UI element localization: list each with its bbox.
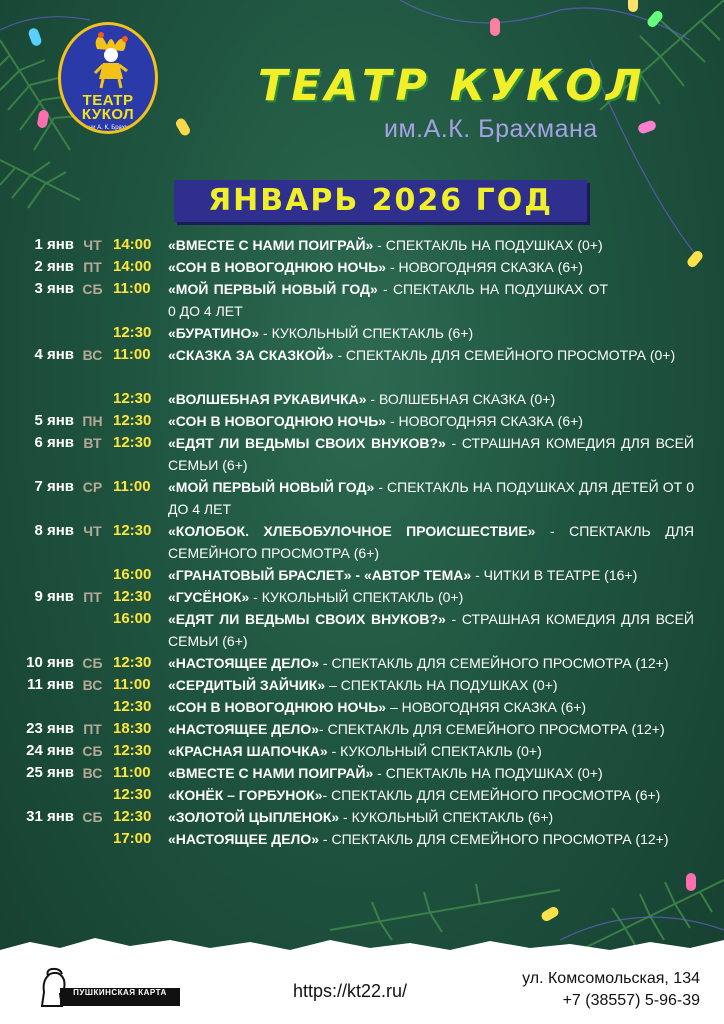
- event-details: - СПЕКТАКЛЬ ДЛЯ СЕМЕЙНОГО ПРОСМОТРА (6+): [168, 523, 694, 561]
- event-description: [168, 828, 694, 850]
- event-details: - СПЕКТАКЛЬ НА ПОДУШКАХ (0+): [373, 765, 603, 781]
- event-details: - НОВОГОДНЯЯ СКАЗКА (6+): [386, 259, 583, 275]
- event-description: [168, 564, 694, 586]
- event-details: - КУКОЛЬНЫЙ СПЕКТАКЛЬ (0+): [327, 743, 542, 759]
- event-details: - СПЕКТАКЛЬ ДЛЯ СЕМЕЙНОГО ПРОСМОТРА (12+): [319, 655, 669, 671]
- website-link[interactable]: https://kt22.ru/: [293, 981, 408, 1001]
- event-time: 14:00: [113, 258, 152, 275]
- event-description: [168, 344, 694, 366]
- logo-line-1: ТЕАТР: [82, 92, 134, 109]
- event-date: 11 янв: [26, 676, 74, 693]
- event-description: [168, 762, 694, 784]
- event-weekday: СР: [82, 479, 103, 495]
- event-date: 31 янв: [26, 808, 74, 825]
- event-title: «КОЛОБОК. ХЛЕБОБУЛОЧНОЕ ПРОИСШЕСТВИЕ»: [168, 523, 536, 539]
- event-details: – СПЕКТАКЛЬ НА ПОДУШКАХ (0+): [325, 677, 558, 693]
- event-details: - КУКОЛЬНЫЙ СПЕКТАКЛЬ (0+): [249, 589, 464, 605]
- event-description: [168, 608, 694, 652]
- event-time: 14:00: [113, 236, 152, 253]
- schedule-row: [0, 652, 724, 674]
- schedule-row: [0, 322, 724, 344]
- event-weekday: ВС: [82, 765, 103, 781]
- event-title: «НАСТОЯЩЕЕ ДЕЛО»: [168, 721, 320, 737]
- event-time: 12:30: [113, 742, 152, 759]
- schedule-row: [0, 520, 724, 564]
- event-details: - КУКОЛЬНЫЙ СПЕКТАКЛЬ (6+): [339, 809, 554, 825]
- event-details: - СПЕКТАКЛЬ НА ПОДУШКАХ (0+): [373, 237, 603, 253]
- schedule-row: [0, 828, 724, 850]
- event-description: [168, 718, 694, 740]
- logo-line-2: КУКОЛ: [81, 106, 135, 123]
- event-title: «КРАСНАЯ ШАПОЧКА»: [168, 743, 328, 759]
- event-date: 5 янв: [34, 412, 74, 429]
- event-date: 3 янв: [34, 280, 74, 297]
- event-date: 1 янв: [34, 236, 74, 253]
- schedule-row: [0, 806, 724, 828]
- schedule-list: [0, 234, 724, 850]
- event-weekday: ПТ: [83, 721, 102, 737]
- event-weekday: ВС: [82, 677, 103, 693]
- schedule-row: [0, 234, 724, 256]
- event-title: «ЕДЯТ ЛИ ВЕДЬМЫ СВОИХ ВНУКОВ?»: [168, 611, 446, 627]
- schedule-row: [0, 344, 724, 388]
- event-details: - СПЕКТАКЛЬ НА ПОДУШКАХ ДЛЯ ДЕТЕЙ ОТ 0 ДО 4 ЛЕТ: [168, 479, 694, 517]
- event-details: - СПЕКТАКЛЬ ДЛЯ СЕМЕЙНОГО ПРОСМОТРА (0+): [333, 347, 676, 363]
- event-date: 24 янв: [26, 742, 74, 759]
- schedule-row: [0, 740, 724, 762]
- jester-icon: [91, 31, 131, 89]
- event-title: «ЕДЯТ ЛИ ВЕДЬМЫ СВОИХ ВНУКОВ?»: [168, 435, 446, 451]
- event-date: 4 янв: [34, 346, 74, 363]
- event-weekday: ПТ: [83, 259, 102, 275]
- schedule-row: [0, 674, 724, 696]
- event-time: 11:00: [113, 478, 151, 495]
- schedule-row: [0, 432, 724, 476]
- event-date: 7 янв: [34, 478, 74, 495]
- event-title: «СОН В НОВОГОДНЮЮ НОЧЬ»: [168, 699, 387, 715]
- event-weekday: СБ: [82, 809, 103, 825]
- event-description: [168, 388, 694, 410]
- event-description: [168, 784, 694, 806]
- schedule-row: [0, 586, 724, 608]
- event-description: [168, 696, 694, 718]
- event-date: 8 янв: [34, 522, 74, 539]
- event-time: 12:30: [113, 412, 152, 429]
- event-description: [168, 278, 608, 322]
- schedule-row: [0, 718, 724, 740]
- event-time: 11:00: [113, 280, 151, 297]
- event-time: 12:30: [113, 324, 152, 341]
- event-details: - СПЕКТАКЛЬ ДЛЯ СЕМЕЙНОГО ПРОСМОТРА (6+): [322, 787, 661, 803]
- event-title: «ЗОЛОТОЙ ЦЫПЛЕНОК»: [168, 809, 340, 825]
- event-weekday: ВС: [82, 347, 103, 363]
- event-title: «ВОЛШЕБНАЯ РУКАВИЧКА»: [168, 391, 367, 407]
- contact-block: [480, 968, 700, 1012]
- event-description: [168, 740, 694, 762]
- event-description: [168, 256, 694, 278]
- event-time: 11:00: [113, 676, 151, 693]
- event-weekday: СБ: [82, 655, 103, 671]
- event-weekday: ЧТ: [83, 237, 102, 253]
- event-details: - СТРАШНАЯ КОМЕДИЯ ДЛЯ ВСЕЙ СЕМЬИ (6+): [168, 611, 694, 649]
- phone-text: +7 (38557) 5-96-39: [562, 992, 700, 1009]
- event-title: «НАСТОЯЩЕЕ ДЕЛО»: [168, 655, 320, 671]
- event-time: 16:00: [113, 610, 152, 627]
- event-title: «ВМЕСТЕ С НАМИ ПОИГРАЙ»: [168, 237, 374, 253]
- schedule-row: [0, 278, 724, 322]
- event-description: [168, 234, 694, 256]
- event-description: [168, 586, 694, 608]
- event-date: 25 янв: [26, 764, 74, 781]
- schedule-row: [0, 256, 724, 278]
- event-title: «МОЙ ПЕРВЫЙ НОВЫЙ ГОД»: [168, 281, 378, 297]
- event-description: [168, 476, 694, 520]
- event-time: 12:30: [113, 390, 152, 407]
- month-banner: [174, 180, 587, 222]
- event-date: 6 янв: [34, 434, 74, 451]
- event-title: «ГУСЁНОК»: [168, 589, 250, 605]
- event-time: 12:30: [113, 698, 152, 715]
- event-weekday: ЧТ: [83, 523, 102, 539]
- schedule-row: [0, 608, 724, 652]
- schedule-row: [0, 564, 724, 586]
- event-description: [168, 322, 694, 344]
- schedule-row: [0, 410, 724, 432]
- address-text: ул. Комсомольская, 134: [522, 970, 700, 987]
- logo-line-3: Имени А. К. Брахмана: [77, 125, 139, 131]
- event-details: - СПЕКТАКЛЬ ДЛЯ СЕМЕЙНОГО ПРОСМОТРА (12+): [319, 831, 669, 847]
- event-date: 9 янв: [34, 588, 74, 605]
- event-details: – НОВОГОДНЯЯ СКАЗКА (6+): [386, 699, 587, 715]
- schedule-row: [0, 696, 724, 718]
- pushkin-card-label: ПУШКИНСКАЯ КАРТА: [60, 988, 180, 1006]
- event-description: [168, 432, 694, 476]
- event-title: «СЕРДИТЫЙ ЗАЙЧИК»: [168, 677, 326, 693]
- event-time: 12:30: [113, 786, 152, 803]
- event-time: 11:00: [113, 764, 151, 781]
- schedule-row: [0, 388, 724, 410]
- event-details: - СТРАШНАЯ КОМЕДИЯ ДЛЯ ВСЕЙ СЕМЬИ (6+): [168, 435, 694, 473]
- event-details: - СПЕКТАКЛЬ ДЛЯ СЕМЕЙНОГО ПРОСМОТРА (12+): [319, 721, 665, 737]
- event-weekday: ПТ: [83, 589, 102, 605]
- event-title: «НАСТОЯЩЕЕ ДЕЛО»: [168, 831, 320, 847]
- event-time: 12:30: [113, 654, 152, 671]
- event-time: 12:30: [113, 588, 152, 605]
- event-time: 18:30: [113, 720, 152, 737]
- page-subtitle: им.А.К. Брахмана: [384, 115, 598, 143]
- schedule-row: [0, 476, 724, 520]
- month-label: ЯНВАРЬ 2026 ГОД: [208, 183, 553, 218]
- event-weekday: ПН: [82, 413, 103, 429]
- event-time: 17:00: [113, 830, 152, 847]
- event-title: «ВМЕСТЕ С НАМИ ПОИГРАЙ»: [168, 765, 374, 781]
- theatre-logo: [58, 22, 158, 134]
- event-time: 11:00: [113, 346, 151, 363]
- event-weekday: ВТ: [83, 435, 102, 451]
- event-title: «СОН В НОВОГОДНЮЮ НОЧЬ»: [168, 413, 387, 429]
- event-weekday: СБ: [82, 743, 103, 759]
- event-time: 12:30: [113, 522, 152, 539]
- event-description: [168, 806, 694, 828]
- event-title: «ГРАНАТОВЫЙ БРАСЛЕТ» - «АВТОР ТЕМА»: [168, 567, 472, 583]
- event-title: «БУРАТИНО»: [168, 325, 260, 341]
- event-title: «СКАЗКА ЗА СКАЗКОЙ»: [168, 347, 334, 363]
- event-weekday: СБ: [82, 281, 103, 297]
- event-title: «СОН В НОВОГОДНЮЮ НОЧЬ»: [168, 259, 387, 275]
- event-description: [168, 652, 694, 674]
- event-description: [168, 520, 694, 564]
- event-time: 12:30: [113, 434, 152, 451]
- event-title: «КОНЁК – ГОРБУНОК»: [168, 787, 323, 803]
- event-date: 10 янв: [26, 654, 74, 671]
- event-description: [168, 410, 694, 432]
- event-time: 12:30: [113, 808, 152, 825]
- event-details: - НОВОГОДНЯЯ СКАЗКА (6+): [386, 413, 583, 429]
- event-description: [168, 674, 694, 696]
- event-details: - ЧИТКИ В ТЕАТРЕ (16+): [471, 567, 638, 583]
- event-details: - КУКОЛЬНЫЙ СПЕКТАКЛЬ (6+): [259, 325, 474, 341]
- event-date: 2 янв: [34, 258, 74, 275]
- schedule-row: [0, 784, 724, 806]
- page-title: ТЕАТР КУКОЛ: [258, 61, 646, 111]
- schedule-row: [0, 762, 724, 784]
- event-details: - СПЕКТАКЛЬ НА ПОДУШКАХ ОТ 0 ДО 4 ЛЕТ: [168, 281, 608, 319]
- event-details: - ВОЛШЕБНАЯ СКАЗКА (0+): [366, 391, 556, 407]
- event-time: 16:00: [113, 566, 152, 583]
- event-date: 23 янв: [26, 720, 74, 737]
- event-title: «МОЙ ПЕРВЫЙ НОВЫЙ ГОД»: [168, 479, 375, 495]
